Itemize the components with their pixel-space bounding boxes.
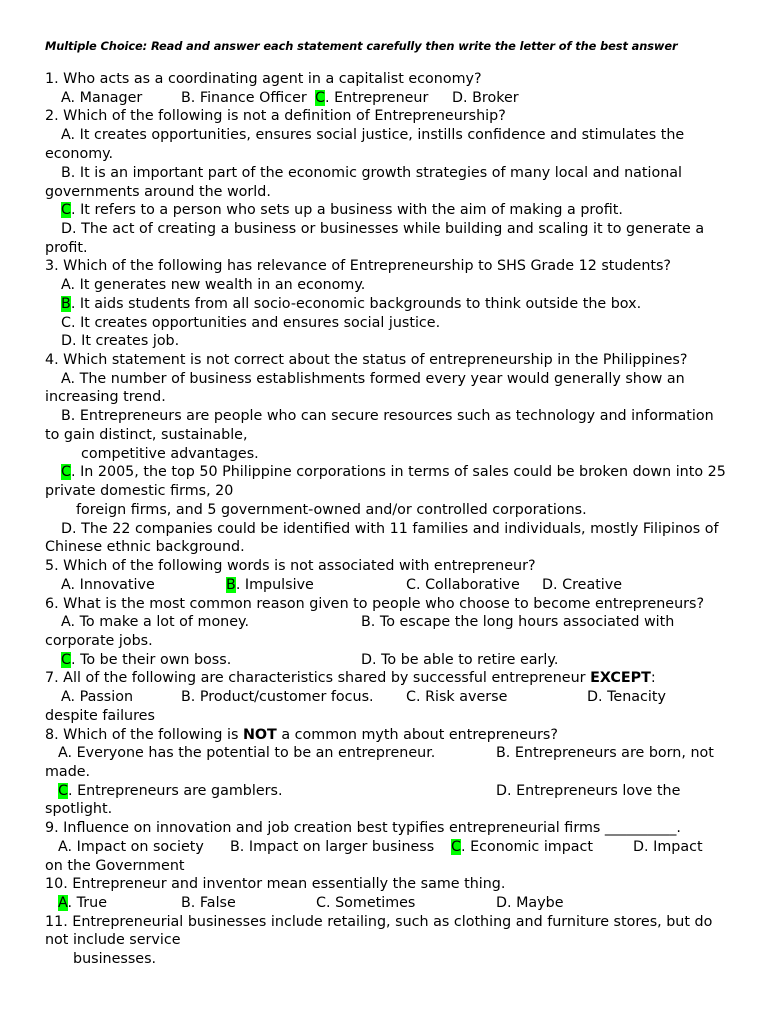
q4-option-b: B. Entrepreneurs are people who can secure resources such as technology and information [61,408,714,424]
q10-option-a: A. True [58,895,107,911]
question-1-stem: 1. Who acts as a coordinating agent in a capitalist economy? [45,71,482,87]
q6-option-d: D. To be able to retire early. [361,652,559,668]
question-11-stem-cont2: businesses. [73,951,157,967]
q7-option-b: B. Product/customer focus. [181,689,374,705]
answer-highlight: C [451,839,461,855]
question-7-stem: 7. All of the following are characteristics shared by successful entrepreneur EXCEPT: [45,670,656,686]
question-1-options [0,89,768,107]
q8-option-a: A. Everyone has the potential to be an entrepreneur. [58,745,436,761]
q10-option-c: C. Sometimes [316,895,416,911]
q2-option-a-cont: economy. [45,146,114,162]
q9-option-c: C. Economic impact [451,839,594,855]
q5-option-a: A. Innovative [61,577,155,593]
question-9-stem: 9. Influence on innovation and job creation best typifies entrepreneurial firms __________. [45,820,681,836]
q2-option-c: C. It refers to a person who sets up a business with the aim of making a profit. [61,202,623,218]
q4-option-c-cont2: foreign firms, and 5 government-owned and/or controlled corporations. [76,502,587,518]
q3-option-b: B. It aids students from all socio-economic backgrounds to think outside the box. [61,296,642,312]
question-8-options-row2 [0,782,768,800]
q3-option-d: D. It creates job. [61,333,180,349]
q9-option-d: D. Impact [633,839,703,855]
q1-option-c: C. Entrepreneur [315,90,429,106]
q7-option-d-cont: despite failures [45,708,155,724]
question-6-options-row1 [0,613,768,631]
q4-option-c: C. In 2005, the top 50 Philippine corporations in terms of sales could be broken down into 25 [61,464,726,480]
q5-option-b: B. Impulsive [226,577,314,593]
q8-option-b-cont: made. [45,764,91,780]
q8-option-c: C. Entrepreneurs are gamblers. [58,783,283,799]
q2-option-b: B. It is an important part of the economic growth strategies of many local and national [61,165,683,181]
question-5-stem: 5. Which of the following words is not associated with entrepreneur? [45,558,536,574]
question-9-options [0,838,768,856]
question-11-stem-cont: not include service [45,932,181,948]
q4-option-c-cont: private domestic firms, 20 [45,483,234,499]
question-8-options-row1 [0,744,768,762]
q4-option-b-cont: to gain distinct, sustainable, [45,427,248,443]
q8-option-d-cont: spotlight. [45,801,113,817]
q2-option-a: A. It creates opportunities, ensures social justice, instills confidence and stimulates the [61,127,685,143]
q5-option-c: C. Collaborative [406,577,520,593]
q10-option-b: B. False [181,895,236,911]
question-4-stem: 4. Which statement is not correct about the status of entrepreneurship in the Philippines? [45,352,688,368]
question-5-options [0,576,768,594]
q4-option-d-cont: Chinese ethnic background. [45,539,245,555]
q6-option-a: A. To make a lot of money. [61,614,250,630]
q2-option-d-cont: profit. [45,240,88,256]
answer-highlight: C [61,464,71,480]
q1-option-b: B. Finance Officer [181,90,307,106]
q4-option-b-cont2: competitive advantages. [81,446,259,462]
q6-option-b-cont: corporate jobs. [45,633,153,649]
q8-option-d: D. Entrepreneurs love the [496,783,681,799]
answer-highlight: C [61,652,71,668]
q10-option-d: D. Maybe [496,895,564,911]
instructions: Multiple Choice: Read and answer each statement carefully then write the letter of the best answer [45,39,678,53]
q8-option-b: B. Entrepreneurs are born, not [496,745,714,761]
q3-option-a: A. It generates new wealth in an economy. [61,277,366,293]
question-10-stem: 10. Entrepreneur and inventor mean essentially the same thing. [45,876,506,892]
q9-option-b: B. Impact on larger business [230,839,435,855]
answer-highlight: C [61,202,71,218]
answer-highlight: B [226,577,236,593]
answer-highlight: A [58,895,68,911]
question-6-options-row2 [0,651,768,669]
q4-option-a: A. The number of business establishments formed every year would generally show an [61,371,685,387]
q7-option-a: A. Passion [61,689,134,705]
question-6-stem: 6. What is the most common reason given to people who choose to become entrepreneurs? [45,596,705,612]
question-3-stem: 3. Which of the following has relevance of Entrepreneurship to SHS Grade 12 students? [45,258,672,274]
q9-option-a: A. Impact on society [58,839,204,855]
answer-highlight: C [58,783,68,799]
question-7-options [0,688,768,706]
question-8-stem: 8. Which of the following is NOT a common myth about entrepreneurs? [45,727,558,743]
q4-option-a-cont: increasing trend. [45,389,166,405]
question-10-options [0,894,768,912]
q6-option-c: C. To be their own boss. [61,652,232,668]
question-2-stem: 2. Which of the following is not a definition of Entrepreneurship? [45,108,506,124]
q1-option-a: A. Manager [61,90,143,106]
question-11-stem: 11. Entrepreneurial businesses include retailing, such as clothing and furniture stores, but do [45,914,713,930]
q2-option-d: D. The act of creating a business or businesses while building and scaling it to generate a [61,221,705,237]
q5-option-d: D. Creative [542,577,623,593]
answer-highlight: C [315,90,325,106]
q9-option-d-cont: on the Government [45,858,185,874]
q2-option-b-cont: governments around the world. [45,184,271,200]
q3-option-c: C. It creates opportunities and ensures social justice. [61,315,441,331]
q7-option-c: C. Risk averse [406,689,508,705]
q6-option-b: B. To escape the long hours associated with [361,614,675,630]
answer-highlight: B [61,296,71,312]
q1-option-d: D. Broker [452,90,519,106]
q7-option-d: D. Tenacity [587,689,666,705]
q4-option-d: D. The 22 companies could be identified with 11 families and individuals, mostly Filipinos of [61,521,719,537]
